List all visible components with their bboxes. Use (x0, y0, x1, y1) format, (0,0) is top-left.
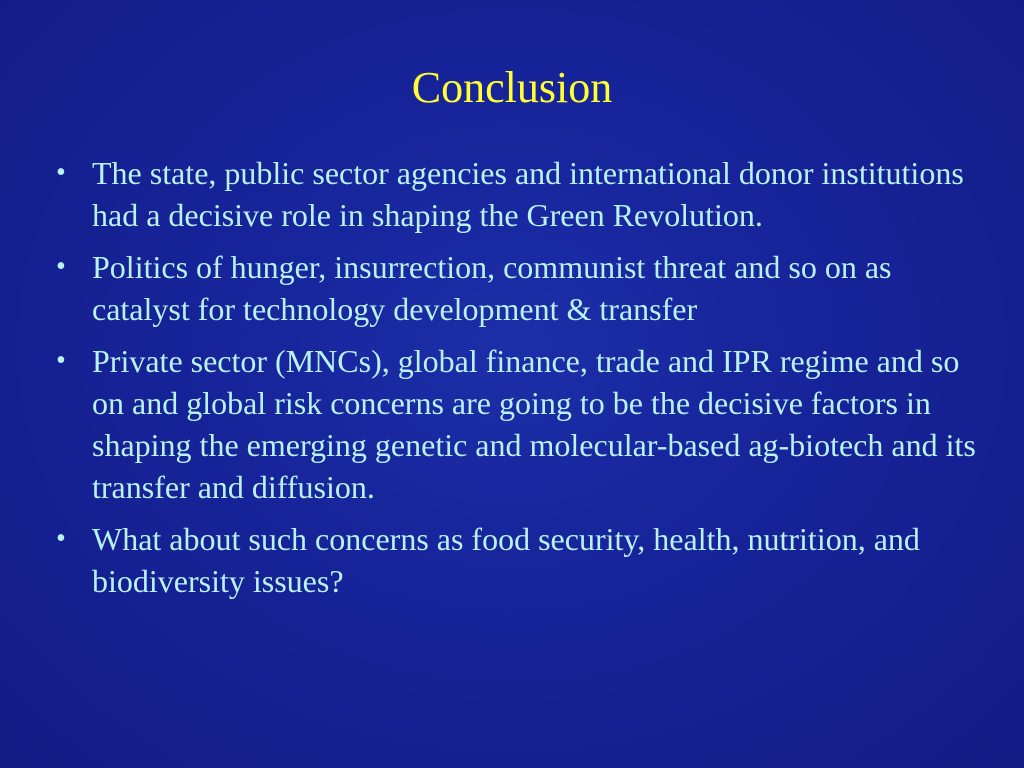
bullet-text: Politics of hunger, insurrection, communist threat and so on as catalyst for technology development & transfer (92, 249, 892, 327)
bullet-list (56, 152, 996, 612)
bullet-icon: • (56, 523, 66, 554)
bullet-text: What about such concerns as food security, health, nutrition, and biodiversity issues? (92, 521, 920, 599)
bullet-item (56, 246, 996, 330)
bullet-text: Private sector (MNCs), global finance, trade and IPR regime and so on and global risk concerns are going to be the decisive factors in shaping the emerging genetic and molecular-based ag-biotech and its transfer and diffusion. (92, 343, 976, 505)
bullet-item (56, 340, 996, 508)
bullet-icon: • (56, 345, 66, 376)
slide-title: Conclusion (411, 63, 613, 112)
bullet-item (56, 152, 996, 236)
bullet-icon: • (56, 251, 66, 282)
bullet-item (56, 518, 996, 602)
bullet-icon: • (56, 157, 66, 188)
bullet-text: The state, public sector agencies and international donor institutions had a decisive role in shaping the Green Revolution. (92, 155, 964, 233)
